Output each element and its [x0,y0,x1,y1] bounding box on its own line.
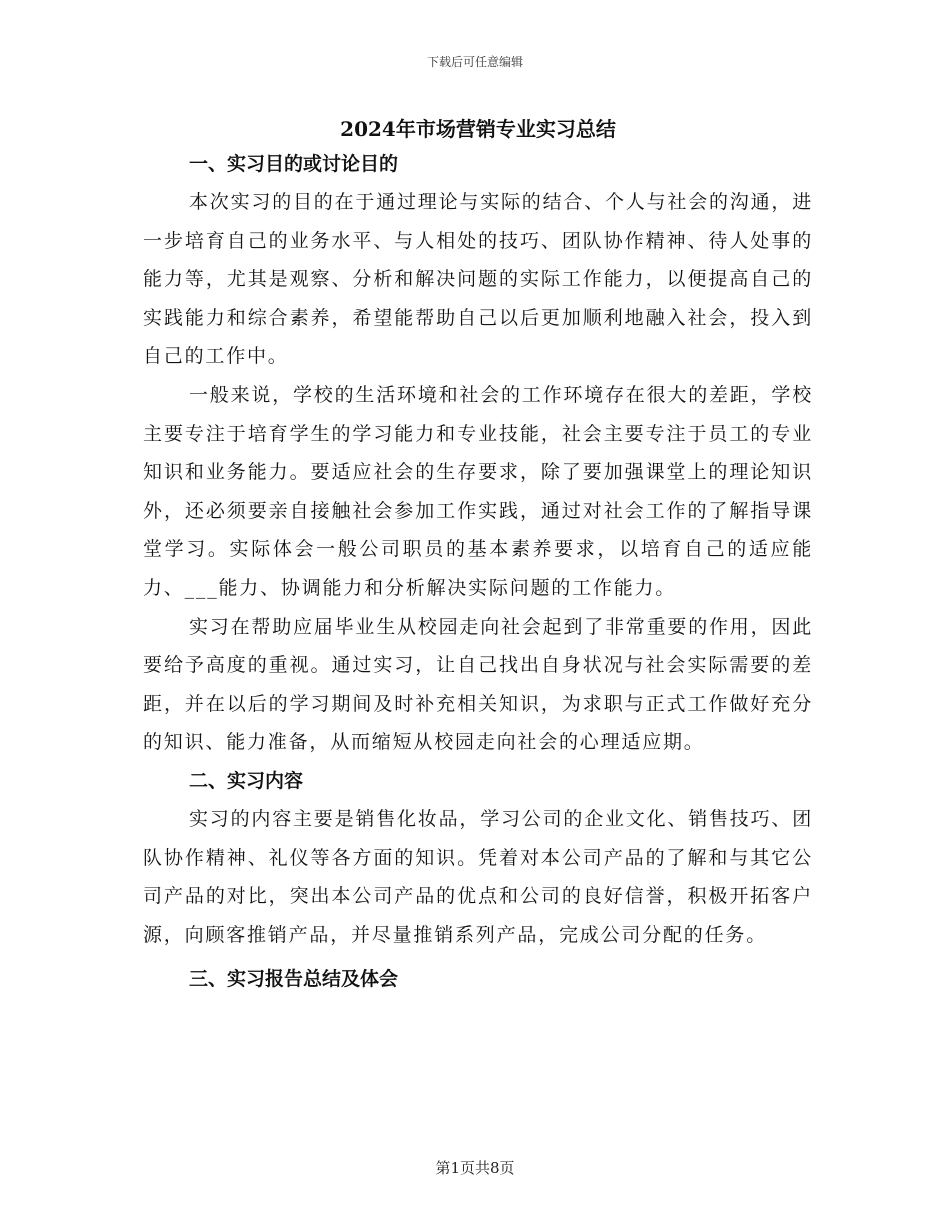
paragraph-purpose-1: 本次实习的目的在于通过理论与实际的结合、个人与社会的沟通，进一步培育自己的业务水平、与人相处的技巧、团队协作精神、待人处事的能力等，尤其是观察、分析和解决问题的实际工作能力，以便提高自己的实践能力和综合素养，希望能帮助自己以后更加顺利地融入社会，投入到自己的工作中。 [143,191,814,368]
download-editable-note: 下载后可任意编辑 [426,55,523,69]
section-heading-content: 二、实习内容 [189,769,304,792]
paragraph-content-1: 实习的内容主要是销售化妆品，学习公司的企业文化、销售技巧、团队协作精神、礼仪等各方面的知识。凭着对本公司产品的了解和与其它公司产品的对比，突出本公司产品的优点和公司的良好信誉，积极开拓客户源，向顾客推销产品，并尽量推销系列产品，完成公司分配的任务。 [143,807,814,946]
document-body [143,113,813,998]
section-heading-purpose: 一、实习目的或讨论目的 [189,153,399,175]
section-heading-summary: 三、实习报告总结及体会 [189,968,399,991]
document-title: 2024年市场营销专业实习总结 [340,117,616,141]
paragraph-purpose-2: 一般来说，学校的生活环境和社会的工作环境存在很大的差距，学校主要专注于培育学生的学习能力和专业技能，社会主要专注于员工的专业知识和业务能力。要适应社会的生存要求，除了要加强课堂上的理论知识外，还必须要亲自接触社会参加工作实践，通过对社会工作的了解指导课堂学习。实际体会一般公司职员的基本素养要求，以培育自己的适应能力、___能力、协调能力和分析解决实际问题的工作能力。 [143,383,814,599]
paragraph-purpose-3: 实习在帮助应届毕业生从校园走向社会起到了非常重要的作用，因此要给予高度的重视。通过实习，让自己找出自身状况与社会实际需要的差距，并在以后的学习期间及时补充相关知识，为求职与正式工作做好充分的知识、能力准备，从而缩短从校园走向社会的心理适应期。 [143,615,814,754]
page-indicator: 第1页共8页 [435,1159,515,1177]
